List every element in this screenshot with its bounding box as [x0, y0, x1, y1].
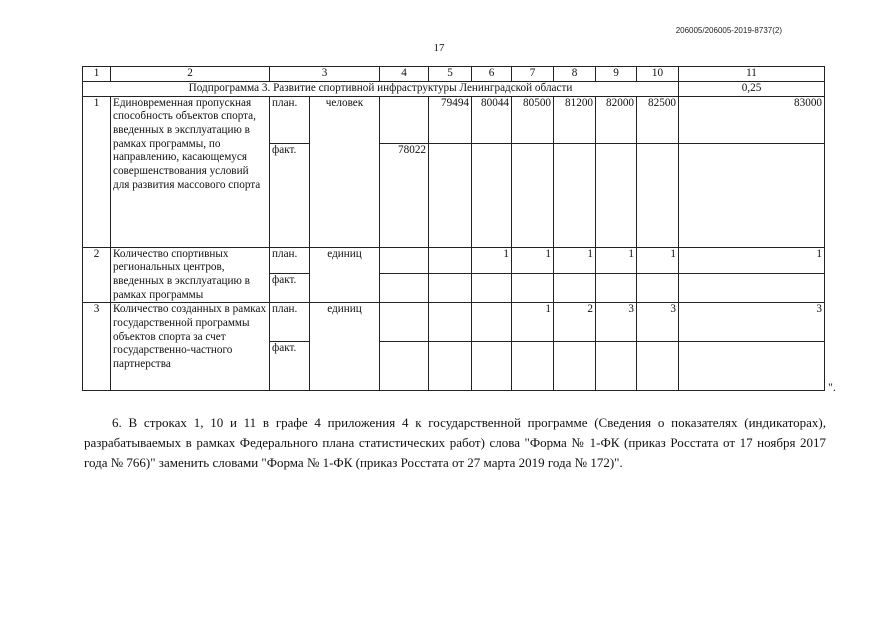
value-cell — [429, 247, 472, 274]
table-row — [83, 247, 825, 274]
column-header: 2 — [111, 67, 270, 82]
value-cell: 1 — [512, 247, 554, 274]
column-header: 6 — [472, 67, 512, 82]
value-cell: 80044 — [472, 96, 512, 143]
unit-cell: единиц — [310, 303, 380, 391]
column-header: 8 — [554, 67, 596, 82]
value-cell — [380, 303, 429, 342]
value-cell: 81200 — [554, 96, 596, 143]
value-cell: 82000 — [596, 96, 637, 143]
value-cell — [429, 303, 472, 342]
indicators-table — [82, 66, 825, 391]
indicator-name: Единовременная пропускная способность объектов спорта, введенных в эксплуатацию в рамках программы, по направлению, касающемуся совершенствования условий для развития массового спорта — [111, 96, 270, 247]
column-header: 4 — [380, 67, 429, 82]
indicator-name: Количество созданных в рамках государственной программы объектов спорта за счет государственно-частного партнерства — [111, 303, 270, 391]
fact-label: факт. — [270, 342, 310, 391]
document-id: 206005/206005-2019-8737(2) — [675, 26, 782, 35]
column-header: 10 — [637, 67, 679, 82]
value-cell: 3 — [679, 303, 825, 342]
table-row — [83, 96, 825, 143]
page-number: 17 — [433, 42, 445, 54]
amendment-paragraph: 6. В строках 1, 10 и 11 в графе 4 приложения 4 к государственной программе (Сведения о показателях (индикаторах), разрабатываемых в рамках Федерального плана статистических работ) слова "Форма № 1-ФК (приказ Росстата от 17 ноября 2017 года № 766)" заменить словами "Форма № 1-ФК (приказ Росстата от 27 марта 2019 года № 172)". — [84, 415, 826, 470]
column-header: 5 — [429, 67, 472, 82]
column-header: 11 — [679, 67, 825, 82]
value-cell: 1 — [596, 247, 637, 274]
table-row — [83, 303, 825, 342]
plan-label: план. — [270, 247, 310, 274]
value-cell: 1 — [637, 247, 679, 274]
value-cell: 1 — [554, 247, 596, 274]
value-cell: 3 — [637, 303, 679, 342]
fact-value-cell: 78022 — [380, 143, 429, 247]
row-number: 2 — [83, 247, 111, 303]
value-cell — [380, 247, 429, 274]
fact-label: факт. — [270, 274, 310, 303]
closing-quote-mark: ". — [828, 380, 836, 394]
plan-label: план. — [270, 303, 310, 342]
value-cell: 83000 — [679, 96, 825, 143]
row-number: 3 — [83, 303, 111, 391]
subprogram-title: Подпрограмма 3. Развитие спортивной инфраструктуры Ленинградской области — [83, 81, 679, 96]
value-cell: 80500 — [512, 96, 554, 143]
value-cell: 1 — [472, 247, 512, 274]
value-cell: 1 — [679, 247, 825, 274]
subprogram-weight: 0,25 — [679, 81, 825, 96]
row-number: 1 — [83, 96, 111, 247]
value-cell: 1 — [512, 303, 554, 342]
unit-cell: единиц — [310, 247, 380, 303]
value-cell: 3 — [596, 303, 637, 342]
column-header: 9 — [596, 67, 637, 82]
table-header-row — [83, 67, 825, 82]
unit-cell: человек — [310, 96, 380, 247]
indicator-name: Количество спортивных региональных центров, введенных в эксплуатацию в рамках программы — [111, 247, 270, 303]
value-cell: 82500 — [637, 96, 679, 143]
fact-value-cell — [380, 274, 429, 303]
column-header: 7 — [512, 67, 554, 82]
plan-label: план. — [270, 96, 310, 143]
fact-value-cell — [380, 342, 429, 391]
value-cell: 79494 — [429, 96, 472, 143]
subprogram-row — [83, 81, 825, 96]
column-header: 3 — [270, 67, 380, 82]
column-header: 1 — [83, 67, 111, 82]
fact-label: факт. — [270, 143, 310, 247]
value-cell — [380, 96, 429, 143]
value-cell — [472, 303, 512, 342]
value-cell: 2 — [554, 303, 596, 342]
